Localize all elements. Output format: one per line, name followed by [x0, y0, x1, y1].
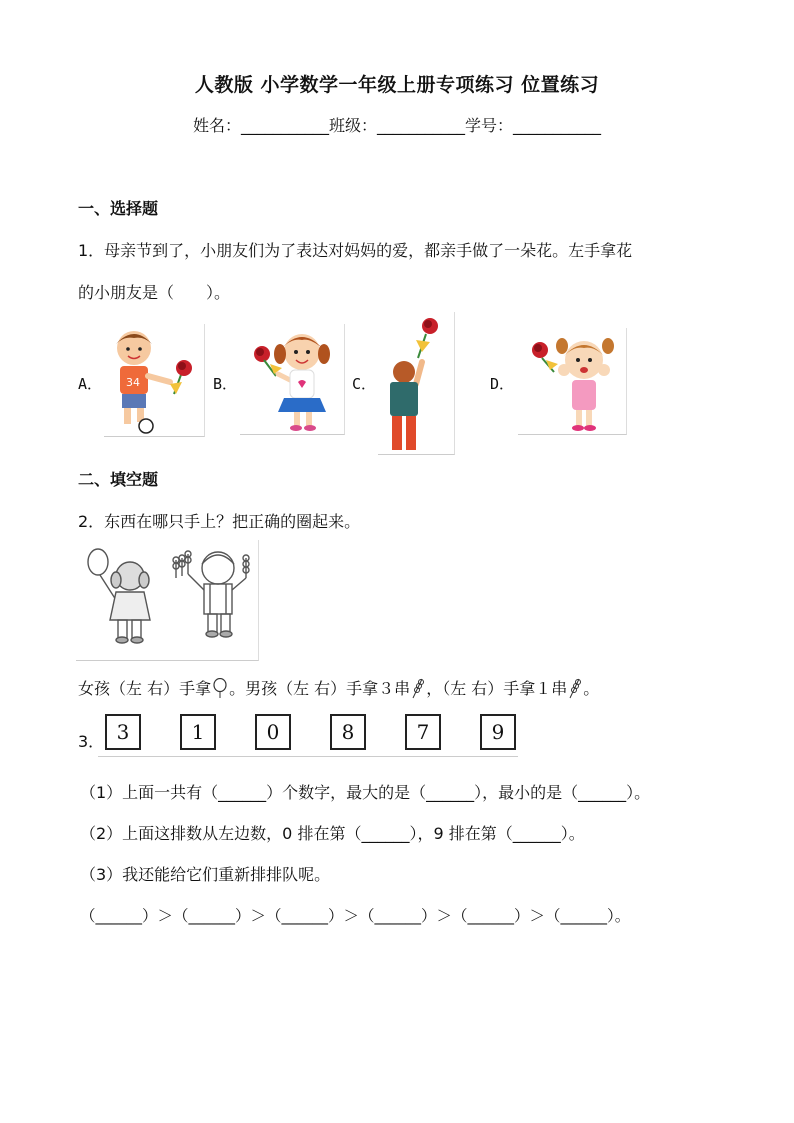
q2-end-punct: 。: [583, 679, 600, 698]
number-card: 8: [330, 714, 366, 750]
number-card: 0: [255, 714, 291, 750]
question-3-label: 3．: [78, 732, 105, 751]
q2-boy-text: 。男孩（左 右）手拿３串: [229, 679, 411, 698]
number-card: 3: [105, 714, 141, 750]
question-3-part-2: （2）上面这排数从左边数，0 排在第（______），9 排在第（______）。: [80, 824, 585, 843]
section-1-heading: 一、选择题: [78, 199, 159, 218]
q2-other-hand-text: ，（左 右）手拿１串: [426, 679, 568, 698]
skewer-icon: [410, 677, 426, 699]
child-back-view-with-flower-image: [378, 312, 455, 455]
student-info-line: 姓名：___________班级：___________学号：___________: [192, 116, 601, 135]
question-1-line-2: 的小朋友是（ ）。: [78, 283, 231, 302]
girl-waving-with-flower-image: [518, 328, 627, 435]
question-3-part-3: （3）我还能给它们重新排排队呢。: [80, 865, 331, 884]
q2-girl-text: 女孩（左 右）手拿: [78, 679, 212, 698]
number-card: 7: [405, 714, 441, 750]
number-row-frame: [98, 710, 518, 757]
balloon-icon: [211, 678, 229, 698]
number-card: 9: [480, 714, 516, 750]
boy-with-flower-image: [104, 324, 205, 437]
option-d-label: D．: [490, 375, 515, 393]
page-title: 人教版 小学数学一年级上册专项练习 位置练习: [194, 74, 600, 96]
option-c-label: C．: [352, 375, 377, 393]
svg-text:34: 34: [126, 376, 140, 389]
girl-with-flower-image: [240, 324, 345, 435]
question-1-line-1: 1．母亲节到了，小朋友们为了表达对妈妈的爱，都亲手做了一朵花。左手拿花: [78, 241, 633, 260]
section-2-heading: 二、填空题: [78, 470, 159, 489]
option-a-label: A．: [78, 375, 103, 393]
number-card: 1: [180, 714, 216, 750]
question-3-ordering-line: （______）＞（______）＞（______）＞（______）＞（______）＞（______）。: [80, 907, 631, 925]
question-2-answer-line: [78, 676, 599, 699]
skewer-icon: [567, 677, 583, 699]
question-2-text: 2．东西在哪只手上？把正确的圈起来。: [78, 512, 361, 531]
option-b-label: B．: [213, 375, 238, 393]
question-3-part-1: （1）上面一共有（______）个数字，最大的是（______），最小的是（______）。: [80, 783, 651, 802]
boy-and-girl-outline-image: [76, 540, 259, 661]
